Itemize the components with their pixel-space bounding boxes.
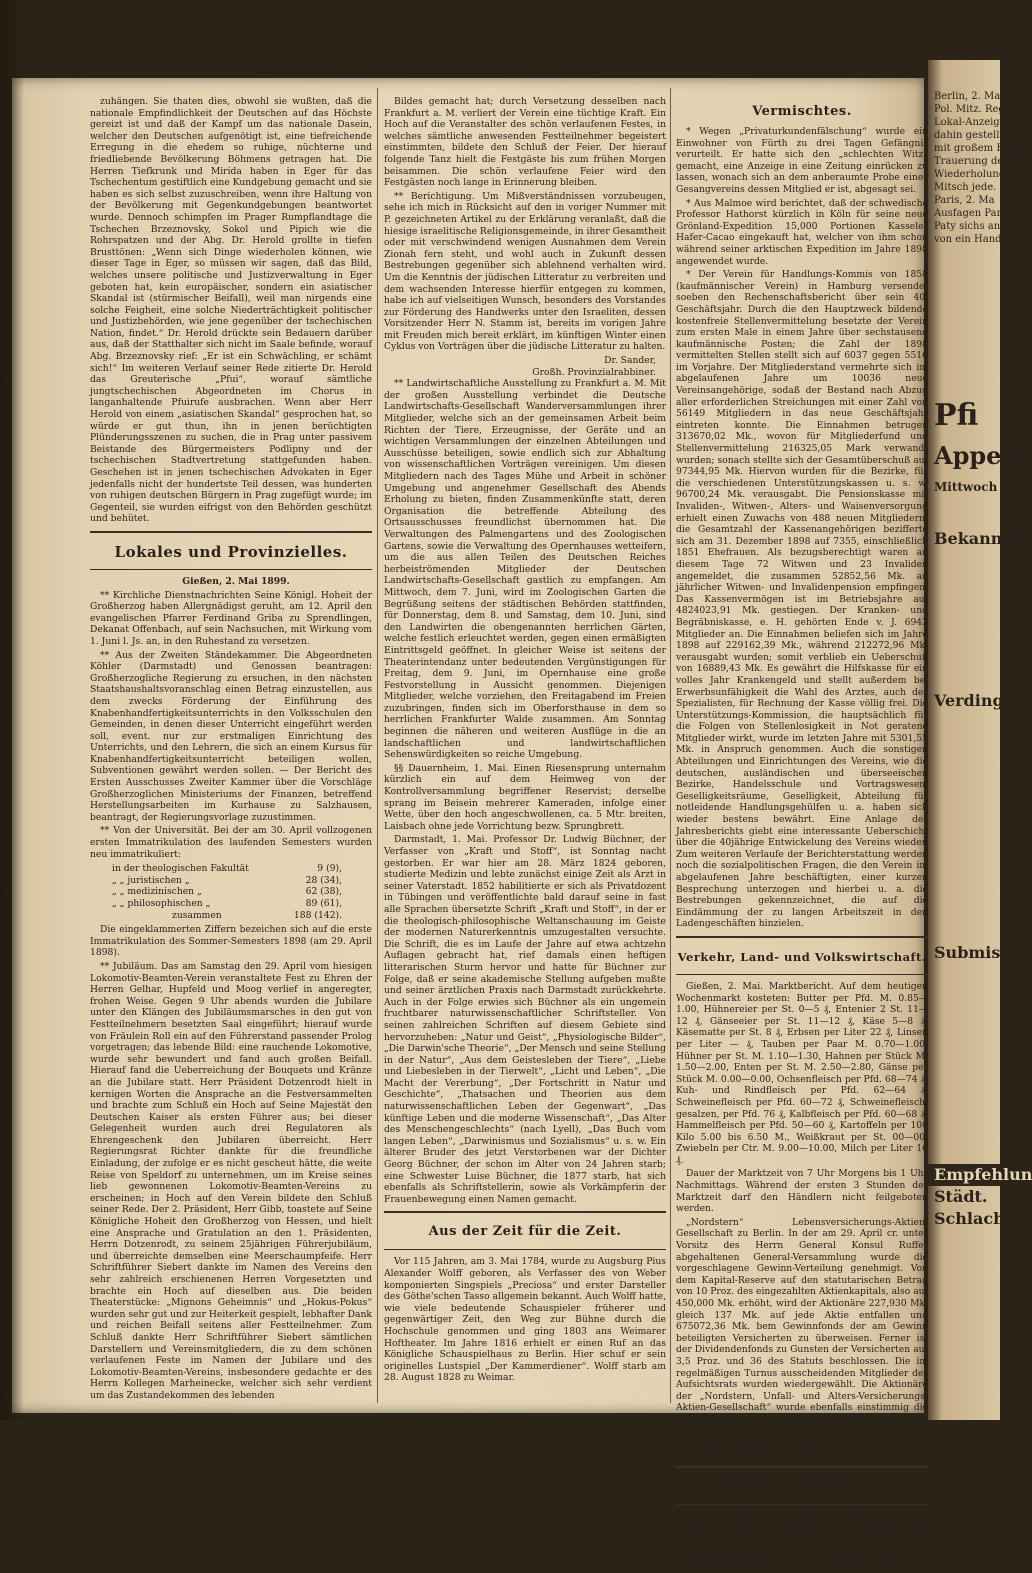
section-heading-lokales: Lokales und Provinzielles. [114, 542, 348, 561]
article-paragraph: „Nordstern“ Lebensversicherungs-Aktien-Gesellschaft zu Berlin. In der am 29. April cr. unter Vorsitz des Herrn General Konsul Ruffer abgehaltenen General-Versammlung wurde die vorgeschlagene Gewinn-Verteilung genehmigt. Von dem Kapital-Reserve auf den statutarischen Betrag von 10 Proz. des eingezahlten Aktienkapitals, also auf 450,000 Mk. erhöht, wird der Aktionäre 227,930 Mk. gleich 137 Mk. auf jede Aktie entfallen und 675072,36 Mk. bem Gewinnfonds der am Gewinn beteiligten Versicherten zu überweisen. Ferner ist der Dividendenfonds zu Gunsten der Versicherten auf 3,5 Proz. und 36 des Statuts beschlossen. Die im regelmäßigen Turnus ausscheidenden Mitglieder des Aufsichtsrats wurden wiedergewählt. Die Aktionäre der „Nordstern, Unfall- und Alters-Versicherungs-Aktien-Gesellschaft“ wurde ebenfalls einstimmig die Erhöhung des Kapitals beschlossen. Auch die Neuwahlen für den Aufsichtsrat wie für die Revisions-Kommission wurden im Sinne der Vorschläge des Aufsichtsrats vorgenommen. [676, 1216, 928, 1460]
section-heading-meldungen: Neueste Meldungen. [722, 1479, 882, 1495]
dateline: Gießen, 2. Mai 1899. [182, 575, 290, 587]
section-heading-vermischtes: Vermischtes. [752, 104, 852, 119]
section-heading-zeit: Aus der Zeit für die Zeit. [428, 1224, 622, 1240]
article-paragraph: * Aus Malmoe wird berichtet, daß der schwedische Professor Hathorst kürzlich in Köln für seine neue Grönland-Expedition 15,000 Portionen Kasseler Hafer-Cacao eingekauft hat, welcher von ihm schon während seiner arktischen Expedition im Jahre 1898 angewendet wurde. [676, 197, 928, 267]
article-paragraph: ** Von der Universität. Bei der am 30. April vollzogenen ersten Immatrikulation des laufenden Semesters wurden neu immatrikuliert: [90, 825, 372, 860]
article-paragraph: Vor 115 Jahren, am 3. Mai 1784, wurde zu Augsburg Pius Alexander Wolff geboren, als Verfasser des von Weber komponierten Singspiels „Preciosa“ und erster Darsteller des Göthe'schen Tasso allgemein bekannt. Auch Wolff hatte, wie viele bedeutende Schauspieler früherer und gegenwärtiger Zeit, den Weg zur Bühne durch die Hochschule genommen und ging 1803 ans Weimarer Hoftheater. Im Jahre 1816 erhielt er einen Ruf an das Königliche Schauspielhaus zu Berlin. Hier schuf er sein originelles Lustspiel „Der Kammerdiener“. Wolff starb am 28. August 1828 zu Weimar. [384, 1256, 666, 1384]
adjacent-text-line: Paris, 2. Ma [934, 195, 995, 206]
adjacent-heading: Bekanntm [934, 529, 1027, 548]
section-heading-box [384, 1211, 666, 1250]
adjacent-text-line: Berlin, 2. Mai. [934, 91, 1007, 102]
adjacent-text-line: Mitsch jede. [934, 182, 997, 193]
article-paragraph: Bildes gemacht hat; durch Versetzung desselben nach Frankfurt a. M. verliert der Verein eine tüchtige Kraft. Ein Hoch auf die Veranstalter des schön verlaufenen Festes, in welches sämtliche anwesenden Festteilnehmer begeistert einstimmten, bildete den Schluß der Feier. Der hierauf folgende Tanz hielt die Festgäste bis zum frühen Morgen beisammen. Die schön verlaufene Feier wird den Festgästen noch lange in Erinnerung bleiben. [384, 96, 666, 189]
column-rule [670, 88, 671, 1403]
article-paragraph: ** Kirchliche Dienstnachrichten Seine Königl. Hoheit der Großherzog haben Allergnädigst geruht, am 12. April den evangelischen Pfarrer Ferdinand Griba zu Sprendlingen, Dekanat Offenbach, auf sein Nachsuchen, mit Wirkung vom 1. Juni l. Js. an, in den Ruhestand zu versetzen. [90, 589, 372, 647]
adjacent-text-line: Lokal-Anzeiger [934, 117, 1011, 128]
adjacent-text-line: Pol. Mitz. Rega [934, 104, 1011, 115]
article-paragraph: * Der Verein für Handlungs-Kommis von 1858 (kaufmännischer Verein) in Hamburg versendet soeben den Rechenschaftsbericht über sein 40. Geschäftsjahr. Durch die den Hauptzweck bildende kostenfreie Stellenvermittelung besetzte der Verein zum ersten Male in einem Jahre über sechstausend kaufmännische Posten; die Zahl der 1898 vermittelten Stellen stellt sich auf 6037 gegen 5516 im Vorjahre. Der Mitgliederstand vermehrte sich im abgelaufenen Jahre um 10036 neue Vereinsangehörige, sodaß der Bestand nach Abzug aller erforderlichen Streichungen mit einer Zahl von 56149 Mitgliedern in das neue Geschäftsjahr eintreten konnte. Die Einnahmen betrugen 313670,02 Mk., wovon für Mitgliederfund und Stellenvermittelung 216325,05 Mark verwandt wurden; sonach stellte sich der Gesamtüberschuß auf 97344,95 Mk. Hiervon wurden für die Bezirke, für die verschiedenen Unterstützungskassen u. s. w. 96700,24 Mk. verausgabt. Die Pensionskasse mit Invaliden-, Witwen-, Alters- und Waisenversorgung erhielt einen Zuwachs von 488 neuen Mitgliedern; die Gesamtzahl der Kassenangehörigen bezifferte sich am 31. Dezember 1898 auf 7355, einschließlich 1851 Ehefrauen. Als bezugsberechtigt waren an diesem Tage 72 Witwen und 23 Invaliden angemeldet, die zusammen 52852,56 Mk. an jährlicher Witwen- und Invalidenpension empfingen. Das Kassenvermögen ist im Betriebsjahre auf 4824023,91 Mk. gestiegen. Der Kranken- und Begräbniskasse, e. H. gehörten Ende v. J. 6943 Mitglieder an. Die Einnahmen beliefen sich im Jahre 1898 auf 229162,39 Mk., während 212272,96 Mk. verausgabt wurden; somit verblieb ein Ueberschuß von 16889,43 Mk. Es gewährt die Hilfskasse für ein volles Jahr Krankengeld und stellt außerdem bei Erwerbsunfähigkeit die Wahl des Arztes, auch des Spezialisten, für Rechnung der Kasse völlig frei. Die Unterstützungs-Kommission, die hauptsächlich für die Folgen von Stellenlosigkeit in Not geratene Mitglieder wirkt, wurde im letzten Jahre mit 5301,55 Mk. in Anspruch genommen. Auch die sonstigen Abteilungen und Einrichtungen des Vereins, wie die deutschen, ausländischen und überseeischen Bezirke, Handelsschule und Vortragswesen, Geselligkeitsräume, Geselligkeit, Abteilung für notleidende Handlungsgehülfen u. a. haben sich wieder bestens bewährt. Eine Anlage des Jahresberichts giebt eine interessante Ueberschicht über die 40jährige Entwickelung des Vereins wieder. Zum weiteren Verlaufe der Berichterstattung werden noch die sozialpolitischen Fragen, die den Verein im abgelaufenen Jahre beschäftigten, einer kurzen Besprechung unterzogen und hierbei u. a. die Bestrebungen gekennzeichnet, die auf die Eindämmung der zu langen Arbeitszeit in den Ladengeschäften hinzielen. [676, 269, 928, 930]
table-row: „ „ philosophischen „ 89 (61), [112, 898, 342, 909]
article-paragraph: * Wegen „Privaturkundenfälschung“ wurde ein Einwohner von Fürth zu drei Tagen Gefängnis verurteilt. Er hatte sich den „schlechten Witz“ gemacht, eine Anzeige in eine Zeitung einrücken zu lassen, wonach sich an dem anberaumte Probe eines Gesangvereins dessen Mitglied er ist, abgesagt sei. [676, 126, 928, 195]
article-paragraph: Darmstadt, 1. Mai. Professor Dr. Ludwig Büchner, der Verfasser von „Kraft und Stoff“, ist Sonntag nacht gestorben. Er war hier am 28. März 1824 geboren, studierte Medizin und lebte zunächst einige Zeit als Arzt in seiner Vaterstadt. 1852 habilitierte er sich als Privatdozent in Tübingen und veröffentlichte bald darauf seine in fast alle Sprachen übersetzte Schrift „Kraft und Stoff“, in der er die theologisch-philosophische Weltanschauung im Geiste der modernen Naturerkenntnis umzugestalten versuchte. Die Schrift, die es im Laufe der Jahre auf etwa achtzehn Auflagen gebracht hat, rief damals einen heftigen litterarischen Sturm hervor und hatte für Büchner zur Folge, daß er seine akademische Stellung aufgeben mußte und seiner ärztlichen Praxis nach Darmstadt zurückkehrte. Auch in der Folge erwies sich Büchner als ein ungemein fruchtbarer naturwissenschaftlicher Schriftsteller. Von seinen zahlreichen Schriften auf diesem Gebiete sind hervorzuheben: „Natur und Geist“, „Physiologische Bilder“, „Die Darwin'sche Theorie“, „Der Mensch und seine Stellung in der Natur“, „Aus dem Geistesleben der Tiere“, „Liebe und Liebesleben in der Tierwelt“, „Licht und Leben“, „Die Macht der Vererbung“, „Der Fortschritt in Natur und Geschichte“, „Thatsachen und Theorien aus dem naturwissenschaftlichen Leben der Gegenwart“, „Das künftige Leben und die moderne Wissenschaft“, „Das Alter des Menschengeschlechts“ (nach Lyell), „Das Buch vom langen Leben“, „Darwinismus und Sozialismus“ u. s. w. Ein älterer Bruder des jetzt Verstorbenen war der Dichter Georg Büchner, der schon im Alter von 24 Jahren starb; eine Schwester Luise Büchner, die 1877 starb, hat sich ebenfalls als Schriftstellerin, sowie als Vorkämpferin der Frauenbewegung einen Namen gemacht. [384, 834, 666, 1205]
article-paragraph: §§ Dauernheim, 1. Mai. Einen Riesensprung unternahm kürzlich ein auf dem Heimweg von der Kontrollversammlung begriffener Reservist; derselbe sprang im Beisein mehrerer Kameraden, infolge einer Wette, über den hoch angeschwollenen, ca. 5 Mtr. breiten, Laisbach ohne jede Vorrichtung bezw. Sprungbrett. [384, 762, 666, 832]
article-paragraph: ** Aus der Zweiten Ständekammer. Die Abgeordneten Köhler (Darmstadt) und Genossen beantragen: Großherzogliche Regierung zu ersuchen, in den nächsten Staatshaushaltsvoranschlag einen Betrag einzustellen, aus dem zwecks Förderung der Einführung des Knabenhandfertigkeitsunterrichts in den Volksschulen den Gemeinden, in denen dieser Unterricht eingeführt werden soll, event. nur zur erstmaligen Einrichtung des Unterrichts, und den Lehrern, die sich an einem Kursus für Knabenhandfertigkeitsunterricht beteiligen wollen, Subventionen gewährt werden sollen. — Der Bericht des Ersten Ausschusses Zweiter Kammer über die Vorschläge Großherzoglichen Ministeriums der Finanzen, betreffend Herstellungsarbeiten im Kurhause zu Salzhausen, beantragt, der Regierungsvorlage zuzustimmen. [90, 649, 372, 823]
article-paragraph: ** Jubiläum. Das am Samstag den 29. April vom hiesigen Lokomotiv-Beamten-Verein veranstaltete Fest zu Ehren der Herren Gelhar, Hupfeld und Moog verlief in angeregter, frohen Weise. Gegen 9 Uhr abends wurden die Jubilare unter den Klängen des Jubiläumsmarsches in den gut von Festteilnehmern besetzten Saal eingeführt; hierauf wurde von Fräulein Roll ein auf den Führerstand passender Prolog vorgetragen; das lebende Bild: eine rauchende Lokomotive, wurde sehr bewundert und fand auch großen Beifall. Hierauf fand die Ueberreichung der Bouquets und Kränze an die Jubilare statt. Herr Präsident Dotzenrodt hielt in kernigen Worten die Ansprache an die Festversammelten und brachte zum Schluß ein Hoch auf Seine Majestät den Deutschen Kaiser als ersten Führer aus; bei dieser Gelegenheit wurden auch drei Regulatoren als Ehrengeschenk den Jubilaren überreicht. Herr Regierungsrat Richter dankte für die freundliche Einladung, der zufolge er es nicht gescheut hätte, die weite Reise von Speldorf zu unternehmen, um im Kreise seines lieb gewonnenen Lokomotiv-Beamten-Vereins zu erscheinen; in Hoch auf den Verein bildete den Schluß seiner Rede. Der 2. Präsident, Herr Gibb, toastete auf Seine Königliche Hoheit den Großherzog von Hessen, und hielt eine Ansprache und Gratulation an den 1. Präsidenten, Herrn Dotzenrodt, zu seinem 25jährigen Führerjubiläum, und überreichte demselben eine Meerschaumpfeife. Herr Schriftführer Siebert dankte im Namen des Vereins den sehr zahlreich erschienenen Herren Vorgesetzten und brachte ein Hoch auf dieselben aus. Die beiden Theaterstücke: „Mignons Geheimnis“ und „Hokus-Pokus“ wurden sehr gut und zur Heiterkeit gespielt, lebhafter Dank und reichen Beifall seitens aller Festteilnehmer. Zum Schluß dankte Herr Schriftführer Siebert sämtlichen Darstellern und Vereinsmitgliedern, die zu dem schönen verlaufenen Feste im Namen der Jubilare und des Lokomotiv-Beamten-Vereins, insbesondere gedachte er des Herrn Kollegen Marheinecke, welcher sich sehr verdient um das Zustandekommen des lebenden [90, 960, 372, 1401]
newspaper-page [12, 78, 928, 1573]
section-heading-box [90, 531, 372, 570]
adjacent-text-line: Ausfagen Pari [934, 208, 1005, 219]
adjacent-text-line: dahin gestellt [934, 130, 1004, 141]
adjacent-heading: Verding [934, 691, 1004, 710]
adjacent-text-line: von ein Handlungs [934, 234, 1030, 245]
table-row-total: zusammen 188 (142). [172, 909, 342, 921]
adjacent-text-line: Trauerung den [934, 156, 1010, 167]
article-paragraph: Dauer der Marktzeit von 7 Uhr Morgens bis 1 Uhr Nachmittags. Während der ersten 3 Stunden der Marktzeit darf den Händlern nicht feilgeboten werden. [676, 1168, 928, 1215]
table-row: „ „ juristischen „ 28 (34), [112, 874, 342, 886]
column-2 [384, 96, 666, 1396]
article-paragraph: zuhängen. Sie thaten dies, obwohl sie wußten, daß die nationale Empfindlichkeit der Deutschen auf das Höchste gereizt ist und daß der Kampf um das nationale Dasein, welcher den Deutschen aufgenötigt ist, eine tiefreichende Erregung in die ehedem so ruhige, nüchterne und friedliebende Bevölkerung Böhmens getragen hat. Die Herren Tiefkrunk und Mirida haben in Eger für das Tschechentum gestiftlich eine Kundgebung gemacht und sie haben es sich selbst zuzuschreiben, wenn ihre Haltung von der Bevölkerung mit Gegenkundgebungen beantwortet wurde. Dennoch schimpfen im Prager Rumpflandtage die Tschechen Brzeznovsky, Sokol und Pipich wie die Rohrspatzen und der Abg. Dr. Herold grollte in tiefen Brusttönen: „Wenn sich Dinge wiederholen können, wie dieser Tage in Eger, so müssen wir sagen, daß das Bild, welches unsere politische und Justizverwaltung in Eger geboten hat, kein europäischer, sondern ein asiatischer Skandal ist (stürmischer Beifall), weil man nirgends eine solche Feigheit, eine solche Niederträchtigkeit politischer und Justizbehörden, wie jene gegenüber der tschechischen Nation, findet.“ Dr. Herold drückte sein Bedauern darüber aus, daß der Statthalter sich nicht im Saale befinde, worauf Abg. Brzeznovsky rief: „Er ist ein Schwächling, er schämt sich!“ Im weiteren Verlauf seiner Rede zitierte Dr. Herold das Greuterische „Pfui“, worauf sämtliche jungtschechischen Abgeordneten im Chorus in langanhaltende Pfuirufe ausbrachen. Wenn aber Herr Herold von einem „asiatischen Skandal“ gesprochen hat, so würde er gut thun, ihn in jenen berüchtigten Plünderungsszenen zu suchen, die in Prag unter passivem Beistande des Bürgermeisters Podlipny und der tschechischen Stadtvertretung stattgefunden haben. Geschehen ist in jenen tschechischen Advokaten in Eger jedenfalls nicht der hundertste Teil dessen, was hunderten von ruhigen deutschen Bürgern in Prag zugefügt wurde; im Gegenteil, sie wurden eifrigst von den Behörden geschützt und behütet. [90, 96, 372, 525]
section-heading-box [676, 1466, 928, 1505]
article-paragraph: Berlin, 2. Mai. Aus Rotterdam wird gemeldet, daß die Königin Wilhelmine die Mitglieder der Abrüstungskonferenz im königlichen Palais zu Amsterdam empfangen wird. [676, 1526, 928, 1573]
section-heading-verkehr: Verkehr, Land- und Volkswirtschaft. [677, 949, 927, 964]
signature-title: Großh. Provinzialrabbiner. [532, 366, 656, 378]
adjacent-headline: Appell [934, 441, 1020, 470]
adjacent-text-line: mit großem Beifall [934, 143, 1029, 154]
adjacent-page-edge [928, 60, 1032, 1420]
table-row: „ „ medizinischen „ 62 (38), [112, 886, 342, 898]
signature-name: Dr. Sander, [604, 355, 656, 367]
adjacent-subheadline: Mittwoch [934, 480, 998, 494]
column-rule [377, 88, 378, 1403]
adjacent-headline: Pfi [934, 398, 979, 433]
column-1 [90, 96, 372, 1401]
adjacent-text-line: Wiederholung [934, 169, 1006, 180]
depeschen-subhead: Depeschen des Bureau „Herold“. [734, 1512, 870, 1522]
section-heading-box [676, 936, 928, 975]
adjacent-text-line: Paty sichs an [934, 221, 1001, 232]
column-3 [676, 96, 928, 1573]
binding-shadow [0, 0, 24, 1420]
article-paragraph: Die eingeklammerten Ziffern bezeichen sich auf die erste Immatrikulation des Sommer-Semesters 1898 (am 29. April 1898). [90, 924, 372, 959]
adjacent-heading: Submiss [934, 943, 1010, 962]
table-row: in der theologischen Fakultät 9 (9), [112, 863, 342, 875]
adjacent-heading: Empfehlun [928, 1164, 1000, 1186]
article-paragraph: ** Landwirtschaftliche Ausstellung zu Frankfurt a. M. Mit der großen Ausstellung verbindet die Deutsche Landwirtschafts-Gesellschaft Wanderversammlungen ihrer Mitglieder, welche sich an der gemeinsamen Arbeit beim Richten der Tiere, Erzeugnisse, der Geräte und an wichtigen Versammlungen der einzelnen Abteilungen und Ausschüsse beteiligen, sowie endlich sich zur Abhaltung von wissenschaftlichen Vorträgen vereinigen. Um diesen Mitgliedern nach des Tages Mühe und Arbeit in schöner Umgebung und angenehmer Gesellschaft des Abends Erholung zu bieten, finden Zusammenkünfte statt, deren Organisation die betreffende Abteilung des Ortsausschusses freundlichst übernommen hat. Die Verwaltungen des Palmengartens und des Zoologischen Gartens, sowie die Verwaltung des Opernhauses wetteifern, um die aus allen Teilen des Deutschen Reiches herbeiströmenden Mitglieder der Deutschen Landwirtschafts-Gesellschaft gastlich zu empfangen. Am Mittwoch, dem 7. Juni, wird im Zoologischen Garten die Begrüßung seitens der städtischen Behörden stattfinden, für Donnerstag, dem 8. und Samstag, dem 10. Juni, sind den Landwirten die obengenannten herrlichen Gärten, welche festlich erleuchtet werden, gegen einen ermäßigten Eintrittsgeld geöffnet. In gleicher Weise ist seitens der Theaterintendanz unter bedeutenden Vergünstigungen für Freitag, dem 9. Juni, im Opernhause eine große Festvorstellung in Aussicht genommen. Diejenigen Mitglieder, welche vorziehen, den Freitagabend im Freien zuzubringen, finden sich im Oberforsthause in dem so herrlichen Frankfurter Walde zusammen. Am Sonntag beginnen die näheren und weiteren Ausflüge in die an landschaftlichen und landwirtschaftlichen Sehenswürdigkeiten so reiche Umgebung. [384, 378, 666, 761]
article-paragraph: Gießen, 2. Mai. Marktbericht. Auf dem heutigen Wochenmarkt kosteten: Butter per Pfd. M. 0.85—1.00, Hühnereier per St. 0—5 ₰, Entenier 2 St. 11—12 ₰, Gänseeier per St. 11—12 ₰, Käse 5—8 ₰, Käsematte per St. 8 ₰, Erbsen per Liter 22 ₰, Linsen per Liter — ₰, Tauben per Paar M. 0.70—1.00, Hühner per St. M. 1.10—1.30, Hahnen per Stück M. 1.50—2.00, Enten per St. M. 2.50—2.80, Gänse per Stück M. 0.00—0.00, Ochsenfleisch per Pfd. 68—74 ₰, Kuh- und Rindfleisch per Pfd. 62—64 ₰, Schweinefleisch per Pfd. 60—72 ₰, Schweinefleisch, gesalzen, per Pfd. 76 ₰, Kalbfleisch per Pfd. 60—68 ₰, Hammelfleisch per Pfd. 50—60 ₰, Kartoffeln per 100 Kilo 5.00 bis 6.50 M., Weißkraut per St. 00—00, Zwiebeln per Ctr. M. 9.00—10.00, Milch per Liter 16 ₰. [676, 980, 928, 1166]
article-paragraph: ** Berichtigung. Um Mißverständnissen vorzubeugen, sehe ich mich in Rücksicht auf den in voriger Nummer mit P. gezeichneten Artikel zu der Erklärung veranlaßt, daß die hiesige israelitische Religionsgemeinde, in ihrer Gesamtheit oder mit verschwindend wenigen Ausnahmen dem Verein Zionah fern steht, und wohl auch in Zukunft dessen Bestrebungen gegenüber sich ablehnend verhalten wird. Um die Kenntnis der jüdischen Litteratur zu verbreiten und dem wachsenden Interesse hierfür entgegen zu kommen, habe ich auf vielseitigen Wunsch, besonders des Vorstandes zur Förderung des Handwerks unter den Israeliten, dessen Vorsitzender Herr N. Stamm ist, bereits im vorigen Jahre mit Freuden mich bereit erklärt, im künftigen Winter einen Cyklus von Vorträgen über die jüdische Litteratur zu halten. [384, 190, 666, 353]
adjacent-heading: Städt. Schlach [934, 1187, 1005, 1228]
immatrikulation-table [112, 863, 372, 921]
